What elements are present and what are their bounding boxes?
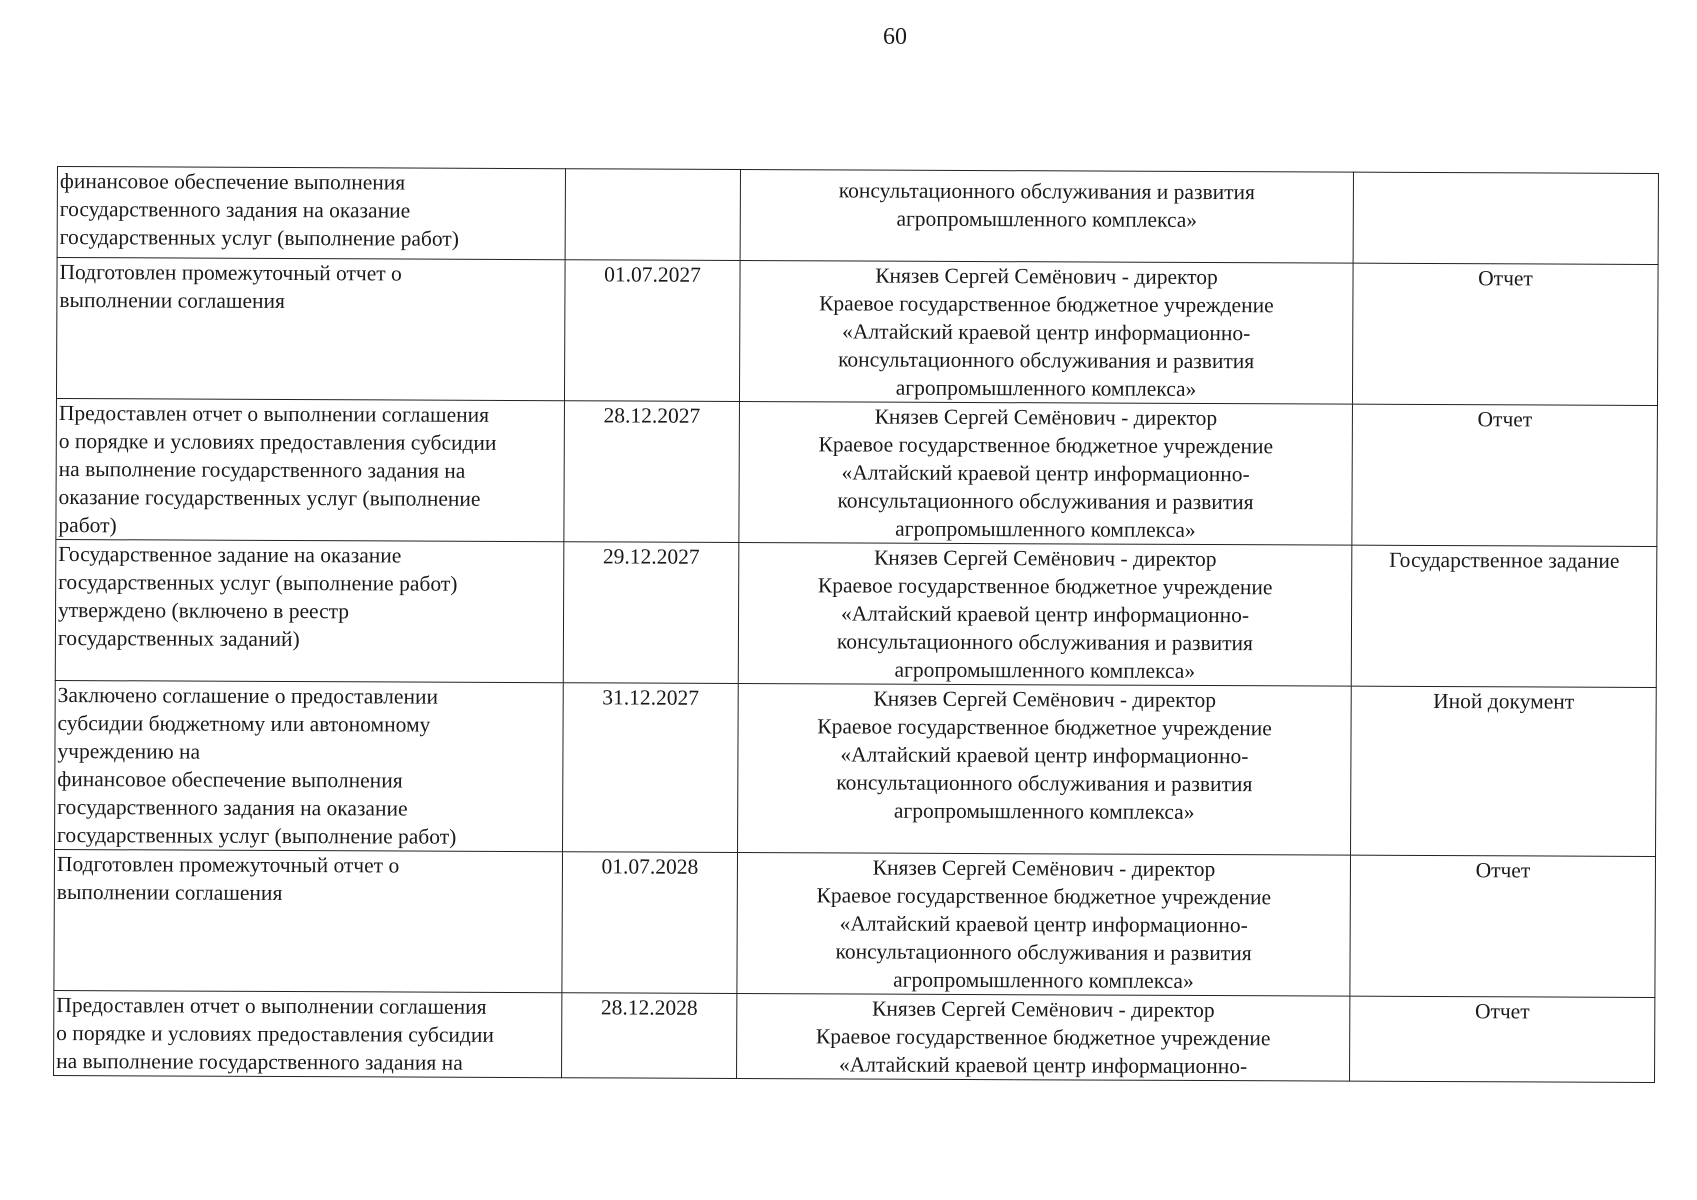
date-cell: 28.12.2027	[564, 401, 740, 543]
event-cell: Государственное задание на оказание государственных услуг (выполнение работ) утверждено (включено в реестр государственных заданий)	[55, 539, 564, 682]
table-row	[54, 849, 1656, 997]
control-points-table	[53, 166, 1659, 1083]
event-cell: финансовое обеспечение выполнения государственного задания на оказание государственных услуг (выполнение работ)	[57, 167, 565, 260]
table-row	[57, 167, 1658, 265]
document-cell: Иной документ	[1351, 686, 1657, 856]
responsible-cell: консультационного обслуживания и развития агропромышленного комплекса»	[740, 169, 1353, 263]
document-cell: Государственное задание	[1351, 545, 1657, 687]
event-cell: Подготовлен промежуточный отчет о выполнении соглашения	[56, 258, 565, 401]
responsible-cell: Князев Сергей Семёнович - директор Краевое государственное бюджетное учреждение «Алтайский краевой центр информационно- консультационного обслуживания и развития агропромышленного комплекса»	[739, 260, 1353, 404]
event-cell: Предоставлен отчет о выполнении соглашения о порядке и условиях предоставления субсидии на выполнение государственного задания на оказание государственных услуг (выполнение работ)	[56, 398, 565, 541]
date-cell: 28.12.2028	[562, 993, 737, 1079]
date-cell	[565, 169, 740, 261]
document-cell: Отчет	[1350, 855, 1656, 997]
event-cell: Предоставлен отчет о выполнении соглашения о порядке и условиях предоставления субсидии на выполнение государственного задания на	[54, 990, 562, 1077]
table-row	[55, 539, 1657, 687]
document-cell: Отчет	[1350, 996, 1655, 1082]
document-cell: Отчет	[1352, 263, 1658, 405]
table-row	[54, 990, 1655, 1082]
document-cell: Отчет	[1352, 404, 1658, 546]
responsible-cell: Князев Сергей Семёнович - директор Краевое государственное бюджетное учреждение «Алтайский краевой центр информационно- консультационного обслуживания и развития агропромышленного комплекса»	[738, 683, 1352, 855]
date-cell: 29.12.2027	[563, 542, 739, 684]
responsible-cell: Князев Сергей Семёнович - директор Краевое государственное бюджетное учреждение «Алтайский краевой центр информационно-	[737, 993, 1350, 1081]
page-number: 60	[883, 24, 907, 50]
event-cell: Подготовлен промежуточный отчет о выполнении соглашения	[54, 849, 563, 992]
table-row	[55, 680, 1657, 856]
responsible-cell: Князев Сергей Семёнович - директор Краевое государственное бюджетное учреждение «Алтайский краевой центр информационно- консультационного обслуживания и развития агропромышленного комплекса»	[737, 852, 1351, 996]
document-cell	[1353, 172, 1658, 264]
responsible-cell: Князев Сергей Семёнович - директор Краевое государственное бюджетное учреждение «Алтайский краевой центр информационно- консультационного обслуживания и развития агропромышленного комплекса»	[738, 542, 1352, 686]
table-row	[56, 258, 1658, 406]
event-cell: Заключено соглашение о предоставлении субсидии бюджетному или автономному учреждению на финансовое обеспечение выполнения государственного задания на оказание государственных услуг (выполнение работ)	[55, 680, 564, 851]
date-cell: 01.07.2027	[564, 260, 740, 402]
date-cell: 01.07.2028	[562, 852, 738, 994]
responsible-cell: Князев Сергей Семёнович - директор Краевое государственное бюджетное учреждение «Алтайский краевой центр информационно- консультационного обслуживания и развития агропромышленного комплекса»	[739, 401, 1353, 545]
table-row	[56, 398, 1658, 546]
date-cell: 31.12.2027	[563, 683, 739, 853]
